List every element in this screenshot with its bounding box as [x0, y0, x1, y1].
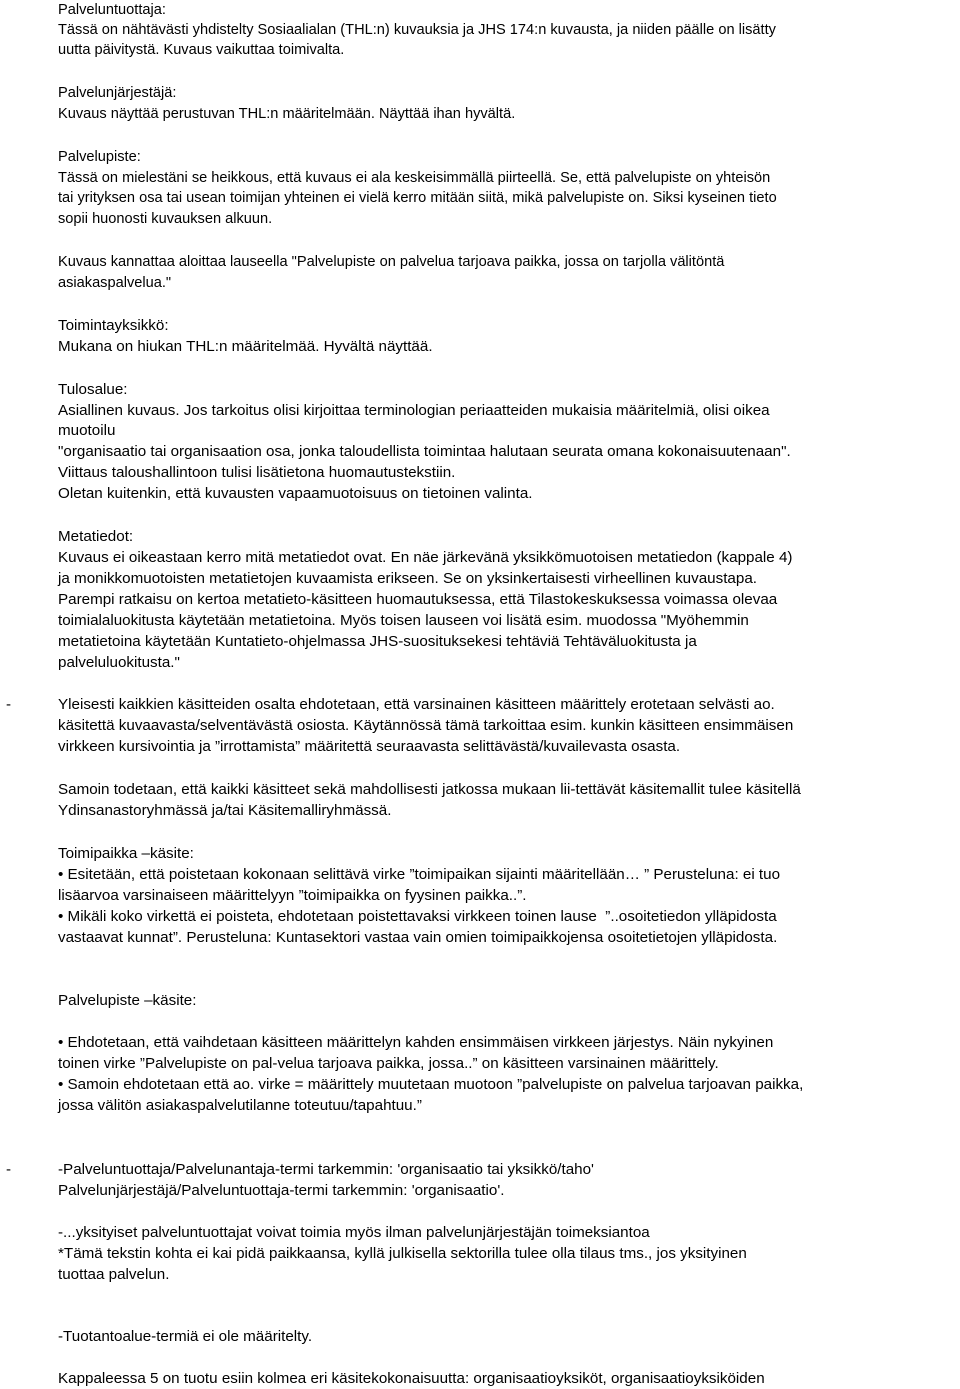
heading-palveluntuottaja: Palveluntuottaja: — [58, 2, 166, 18]
list-dash: - — [6, 696, 12, 713]
text-line: metatietoina käytetään Kuntatieto-ohjelmassa JHS-suosituksekesi tehtäviä Tehtäväluokitusta ja — [58, 633, 697, 650]
text-line: Tässä on mielestäni se heikkous, että kuvaus ei ala keskeisimmällä piirteellä. Se, että palvelupiste on yhteisön — [58, 170, 771, 186]
text-line: Asiallinen kuvaus. Jos tarkoitus olisi kirjoittaa terminologian periaatteiden mukaisia määritelmiä, olisi oikea — [58, 402, 770, 419]
text-line: -...yksityiset palveluntuottajat voivat toimia myös ilman palvelunjärjestäjän toimeksiantoa — [58, 1224, 650, 1241]
heading-toimipaikka-kasite: Toimipaikka –käsite: — [58, 845, 194, 862]
text-line: Parempi ratkaisu on kertoa metatieto-käsitteen huomautuksessa, että Tilastokeskuksessa voimassa olevaa — [58, 591, 778, 608]
text-line: palveluluokitusta." — [58, 654, 180, 671]
text-line: Oletan kuitenkin, että kuvausten vapaamuotoisuus on tietoinen valinta. — [58, 485, 533, 502]
text-line: lisäarvoa varsinaiseen määrittelyyn ”toimipaikka on fyysinen paikka..”. — [58, 887, 527, 904]
heading-tulosalue: Tulosalue: — [58, 381, 128, 398]
text-line: tuottaa palvelun. — [58, 1266, 170, 1283]
heading-palvelupiste: Palvelupiste: — [58, 149, 141, 165]
heading-palvelunjarjestaja: Palvelunjärjestäjä: — [58, 85, 177, 101]
text-line: Viittaus taloushallintoon tulisi lisätietona huomautustekstiin. — [58, 464, 456, 481]
text-line: jossa välitön asiakaspalvelutilanne toteutuu/tapahtuu.” — [58, 1097, 422, 1114]
text-line: ja monikkomuotoisten metatietojen kuvaamista erikseen. Se on yksinkertaisesti virheellinen kuvaustapa. — [58, 570, 757, 587]
list-item: • Mikäli koko virkettä ei poisteta, ehdotetaan poistettavaksi virkkeen toinen lause ”..osoitetiedon ylläpidosta — [58, 908, 777, 925]
text-line: käsitettä kuvaavasta/selventävästä osiosta. Käytännössä tämä tarkoittaa esim. kunkin käsitteen ensimmäisen — [58, 717, 794, 734]
text-line: "organisaatio tai organisaation osa, jonka taloudellista toimintaa halutaan seurata omana kokonaisuutenaan". — [58, 443, 791, 460]
text-line: *Tämä tekstin kohta ei kai pidä paikkaansa, kyllä julkisella sektorilla tulee olla tilaus tms., jos yksityinen — [58, 1245, 747, 1262]
text-line: Palvelunjärjestäjä/Palveluntuottaja-termi tarkemmin: 'organisaatio'. — [58, 1182, 505, 1199]
text-line: Samoin todetaan, että kaikki käsitteet sekä mahdollisesti jatkossa mukaan lii-tettävät käsitemallit tulee käsitellä — [58, 781, 801, 798]
text-line: muotoilu — [58, 422, 116, 439]
heading-toimintayksikko: Toimintayksikkö: — [58, 317, 169, 334]
heading-palvelupiste-kasite: Palvelupiste –käsite: — [58, 992, 197, 1009]
text-line: Ydinsanastoryhmässä ja/tai Käsitemalliryhmässä. — [58, 802, 392, 819]
text-line: sopii huonosti kuvauksen alkuun. — [58, 211, 273, 227]
text-line: Yleisesti kaikkien käsitteiden osalta ehdotetaan, että varsinainen käsitteen määrittely erotetaan selvästi ao. — [58, 696, 775, 713]
text-line: Kuvaus ei oikeastaan kerro mitä metatiedot ovat. En näe järkevänä yksikkömuotoisen metatiedon (kappale 4) — [58, 549, 793, 566]
text-line: -Tuotantoalue-termiä ei ole määritelty. — [58, 1328, 313, 1345]
text-line: tai yrityksen osa tai usean toimijan yhteinen ei vielä kerro mitään siitä, mikä palvelupiste on. Siksi kyseinen tieto — [58, 190, 777, 206]
list-dash: - — [6, 1161, 12, 1178]
text-line: Mukana on hiukan THL:n määritelmää. Hyvältä näyttää. — [58, 338, 433, 355]
text-line: Kuvaus näyttää perustuvan THL:n määritelmään. Näyttää ihan hyvältä. — [58, 106, 516, 122]
heading-metatiedot: Metatiedot: — [58, 528, 134, 545]
list-item: • Samoin ehdotetaan että ao. virke = määrittely muutetaan muotoon ”palvelupiste on palvelua tarjoavan paikka, — [58, 1076, 804, 1093]
text-line: Kappaleessa 5 on tuotu esiin kolmea eri käsitekokonaisuutta: organisaatioyksiköt, organisaatioyksiköiden — [58, 1370, 765, 1387]
text-line: vastaavat kunnat”. Perusteluna: Kuntasektori vastaa vain omien toimipaikkojensa osoitetietojen ylläpidosta. — [58, 929, 778, 946]
text-line: Tässä on nähtävästi yhdistelty Sosiaalialan (THL:n) kuvauksia ja JHS 174:n kuvausta, ja niiden päälle on lisätty — [58, 22, 776, 38]
text-line: Kuvaus kannattaa aloittaa lauseella "Palvelupiste on palvelua tarjoava paikka, jossa on tarjolla välitöntä — [58, 254, 725, 270]
text-line: asiakaspalvelua." — [58, 275, 172, 291]
text-line: virkkeen kursivointia ja ”irrottamista” määritettä seuraavasta selittävästä/kuvailevasta osasta. — [58, 738, 681, 755]
list-item: • Esitetään, että poistetaan kokonaan selittävä virke ”toimipaikan sijainti määritellään… ” Perusteluna: ei tuo — [58, 866, 781, 883]
text-line: uutta päivitystä. Kuvaus vaikuttaa toimivalta. — [58, 42, 345, 58]
list-item: • Ehdotetaan, että vaihdetaan käsitteen määrittelyn kahden ensimmäisen virkkeen järjestys. Näin nykyinen — [58, 1034, 774, 1051]
text-line: toinen virke ”Palvelupiste on pal-velua tarjoava paikka, jossa..” on käsitteen varsinainen määrittely. — [58, 1055, 719, 1072]
text-line: -Palveluntuottaja/Palvelunantaja-termi tarkemmin: 'organisaatio tai yksikkö/taho' — [58, 1161, 594, 1178]
text-line: toimialaluokitusta käytetään metatietoina. Myös toisen lauseen voi lisätä esim. muodossa "Myöhemmin — [58, 612, 749, 629]
